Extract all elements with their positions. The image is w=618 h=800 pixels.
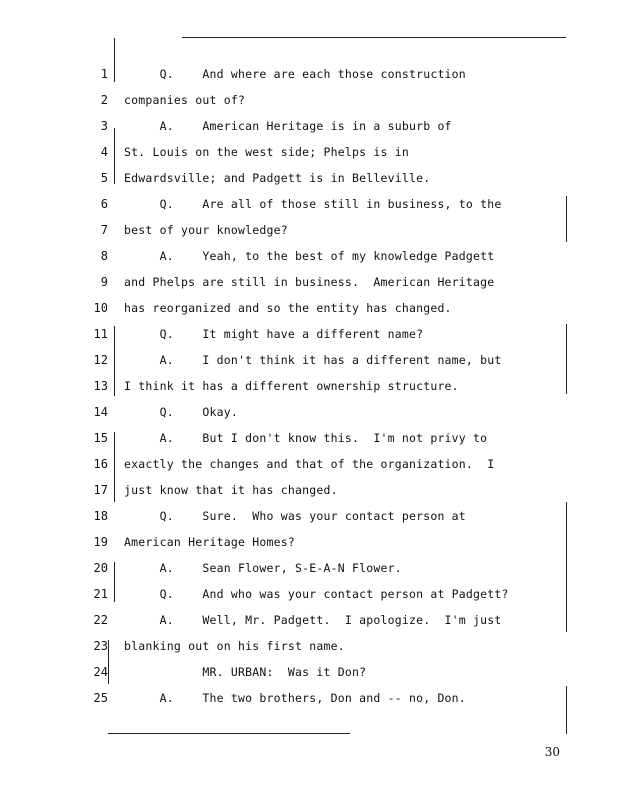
transcript-line: St. Louis on the west side; Phelps is in <box>124 145 409 159</box>
transcript-line: blanking out on his first name. <box>124 639 345 653</box>
bottom-rule <box>108 733 350 734</box>
margin-bar <box>566 686 567 734</box>
margin-bar <box>114 38 115 82</box>
line-number: 2 <box>100 93 108 107</box>
margin-bar <box>114 326 115 396</box>
line-number: 19 <box>93 535 108 549</box>
line-number: 23 <box>93 639 108 653</box>
line-number: 20 <box>93 561 108 575</box>
transcript-line: best of your knowledge? <box>124 223 288 237</box>
transcript-line: has reorganized and so the entity has changed. <box>124 301 452 315</box>
transcript-line: exactly the changes and that of the organization. I <box>124 457 495 471</box>
line-number: 7 <box>100 223 108 237</box>
line-number: 5 <box>100 171 108 185</box>
line-number: 15 <box>93 431 108 445</box>
transcript-line: Q. Sure. Who was your contact person at <box>124 509 466 523</box>
line-number: 25 <box>93 691 108 705</box>
line-number: 8 <box>100 249 108 263</box>
line-number: 9 <box>100 275 108 289</box>
transcript-line: A. I don't think it has a different name, but <box>124 353 502 367</box>
transcript-line: American Heritage Homes? <box>124 535 295 549</box>
transcript-line: Q. And who was your contact person at Padgett? <box>124 587 509 601</box>
line-number: 1 <box>100 67 108 81</box>
line-number: 13 <box>93 379 108 393</box>
transcript-line: just know that it has changed. <box>124 483 338 497</box>
top-rule <box>182 37 566 38</box>
line-number: 3 <box>100 119 108 133</box>
margin-bar <box>566 196 567 242</box>
transcript-line: Q. It might have a different name? <box>124 327 424 341</box>
line-number: 22 <box>93 613 108 627</box>
transcript-line: A. American Heritage is in a suburb of <box>124 119 452 133</box>
transcript-line: Edwardsville; and Padgett is in Belleville. <box>124 171 431 185</box>
margin-bar <box>566 502 567 632</box>
transcript-line: Q. And where are each those construction <box>124 67 466 81</box>
transcript-line: and Phelps are still in business. American Heritage <box>124 275 495 289</box>
transcript-line: A. Sean Flower, S-E-A-N Flower. <box>124 561 402 575</box>
transcript-line: A. Well, Mr. Padgett. I apologize. I'm just <box>124 613 502 627</box>
line-number: 10 <box>93 301 108 315</box>
transcript-line: A. Yeah, to the best of my knowledge Padgett <box>124 249 495 263</box>
transcript-line: A. The two brothers, Don and -- no, Don. <box>124 691 466 705</box>
page-number: 30 <box>544 745 560 759</box>
transcript-line: A. But I don't know this. I'm not privy to <box>124 431 488 445</box>
margin-bar <box>108 640 109 684</box>
transcript-line: MR. URBAN: Was it Don? <box>124 665 367 679</box>
line-number: 14 <box>93 405 108 419</box>
line-number: 4 <box>100 145 108 159</box>
transcript-line: I think it has a different ownership structure. <box>124 379 459 393</box>
line-number: 17 <box>93 483 108 497</box>
margin-bar <box>114 562 115 602</box>
line-number: 24 <box>93 665 108 679</box>
transcript-line: Q. Are all of those still in business, to the <box>124 197 502 211</box>
margin-bar <box>114 432 115 502</box>
margin-bar <box>566 324 567 394</box>
line-number: 21 <box>93 587 108 601</box>
transcript-line: Q. Okay. <box>124 405 238 419</box>
margin-bar <box>114 128 115 184</box>
line-number: 11 <box>93 327 108 341</box>
line-number: 12 <box>93 353 108 367</box>
transcript-line: companies out of? <box>124 93 246 107</box>
line-number: 18 <box>93 509 108 523</box>
line-number: 16 <box>93 457 108 471</box>
line-number: 6 <box>100 197 108 211</box>
